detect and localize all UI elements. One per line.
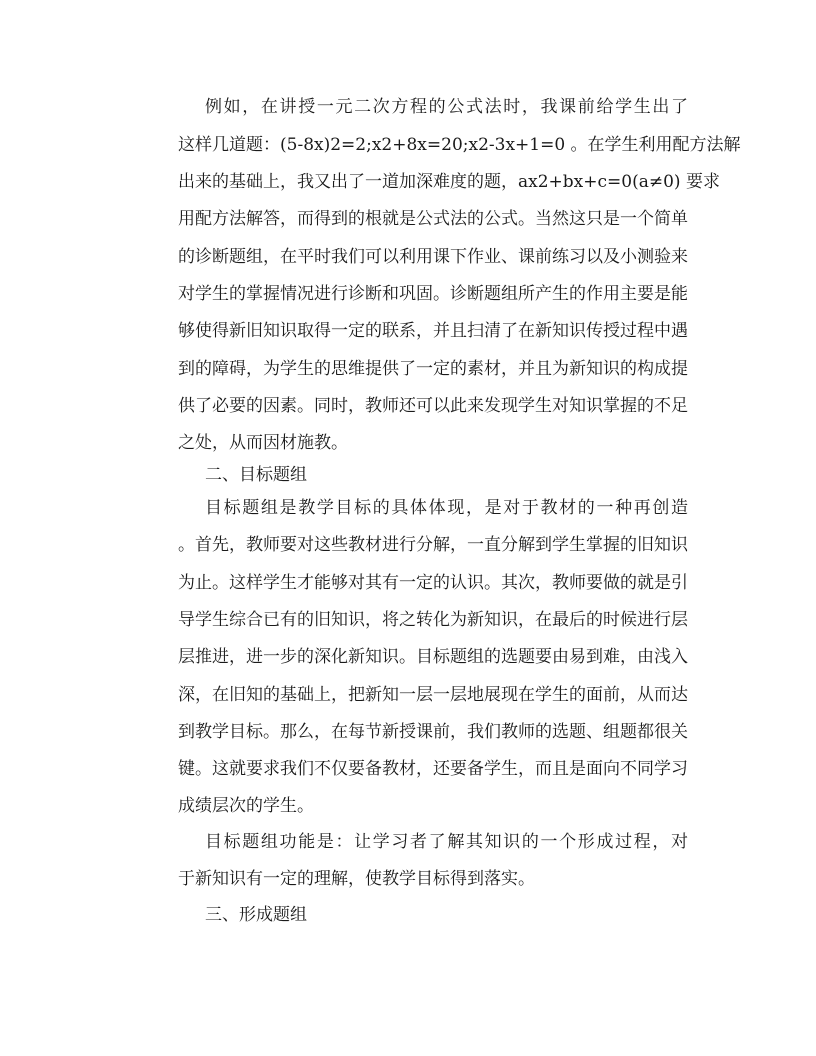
text-line: 到的障碍，为学生的思维提供了一定的素材，并且为新知识的构成提 [178, 359, 688, 379]
text-line: 供了必要的因素。同时，教师还可以此来发现学生对知识掌握的不足 [178, 396, 688, 416]
text-line: 于新知识有一定的理解，使教学目标得到落实。 [178, 869, 535, 889]
text-line: 深，在旧知的基础上，把新知一层一层地展现在学生的面前，从而达 [178, 685, 688, 705]
text-line: 为止。这样学生才能够对其有一定的认识。其次，教师要做的就是引 [178, 573, 688, 593]
text-line: 对学生的掌握情况进行诊断和巩固。诊断题组所产生的作用主要是能 [178, 284, 688, 304]
text-line: 键。这就要求我们不仅要备教材，还要备学生，而且是面向不同学习 [178, 759, 688, 779]
section-heading-target-group: 二、目标题组 [205, 465, 307, 485]
text-line: 。首先，教师要对这些教材进行分解，一直分解到学生掌握的旧知识 [178, 535, 688, 555]
text-line: 导学生综合已有的旧知识，将之转化为新知识，在最后的时候进行层 [178, 610, 688, 630]
text-line: 之处，从而因材施教。 [178, 433, 348, 453]
section-heading-formation-group: 三、形成题组 [205, 905, 307, 925]
text-line: 层推进，进一步的深化新知识。目标题组的选题要由易到难，由浅入 [178, 647, 688, 667]
text-line: 目标题组是教学目标的具体体现，是对于教材的一种再创造 [205, 498, 688, 518]
text-line: 例如，在讲授一元二次方程的公式法时，我课前给学生出了 [205, 97, 688, 117]
text-line: 够使得新旧知识取得一定的联系，并且扫清了在新知识传授过程中遇 [178, 321, 688, 341]
text-line: 出来的基础上，我又出了一道加深难度的题，ax2+bx+c=0(a≠0) 要求 [178, 172, 720, 192]
text-line: 成绩层次的学生。 [178, 796, 314, 816]
text-line: 这样几道题：(5-8x)2=2;x2+8x=20;x2-3x+1=0 。在学生利用配方法解 [178, 135, 741, 155]
text-line: 目标题组功能是：让学习者了解其知识的一个形成过程，对 [205, 832, 688, 852]
text-line: 的诊断题组，在平时我们可以利用课下作业、课前练习以及小测验来 [178, 247, 688, 267]
text-line: 到教学目标。那么，在每节新授课前，我们教师的选题、组题都很关 [178, 722, 688, 742]
text-line: 用配方法解答，而得到的根就是公式法的公式。当然这只是一个简单 [178, 209, 688, 229]
